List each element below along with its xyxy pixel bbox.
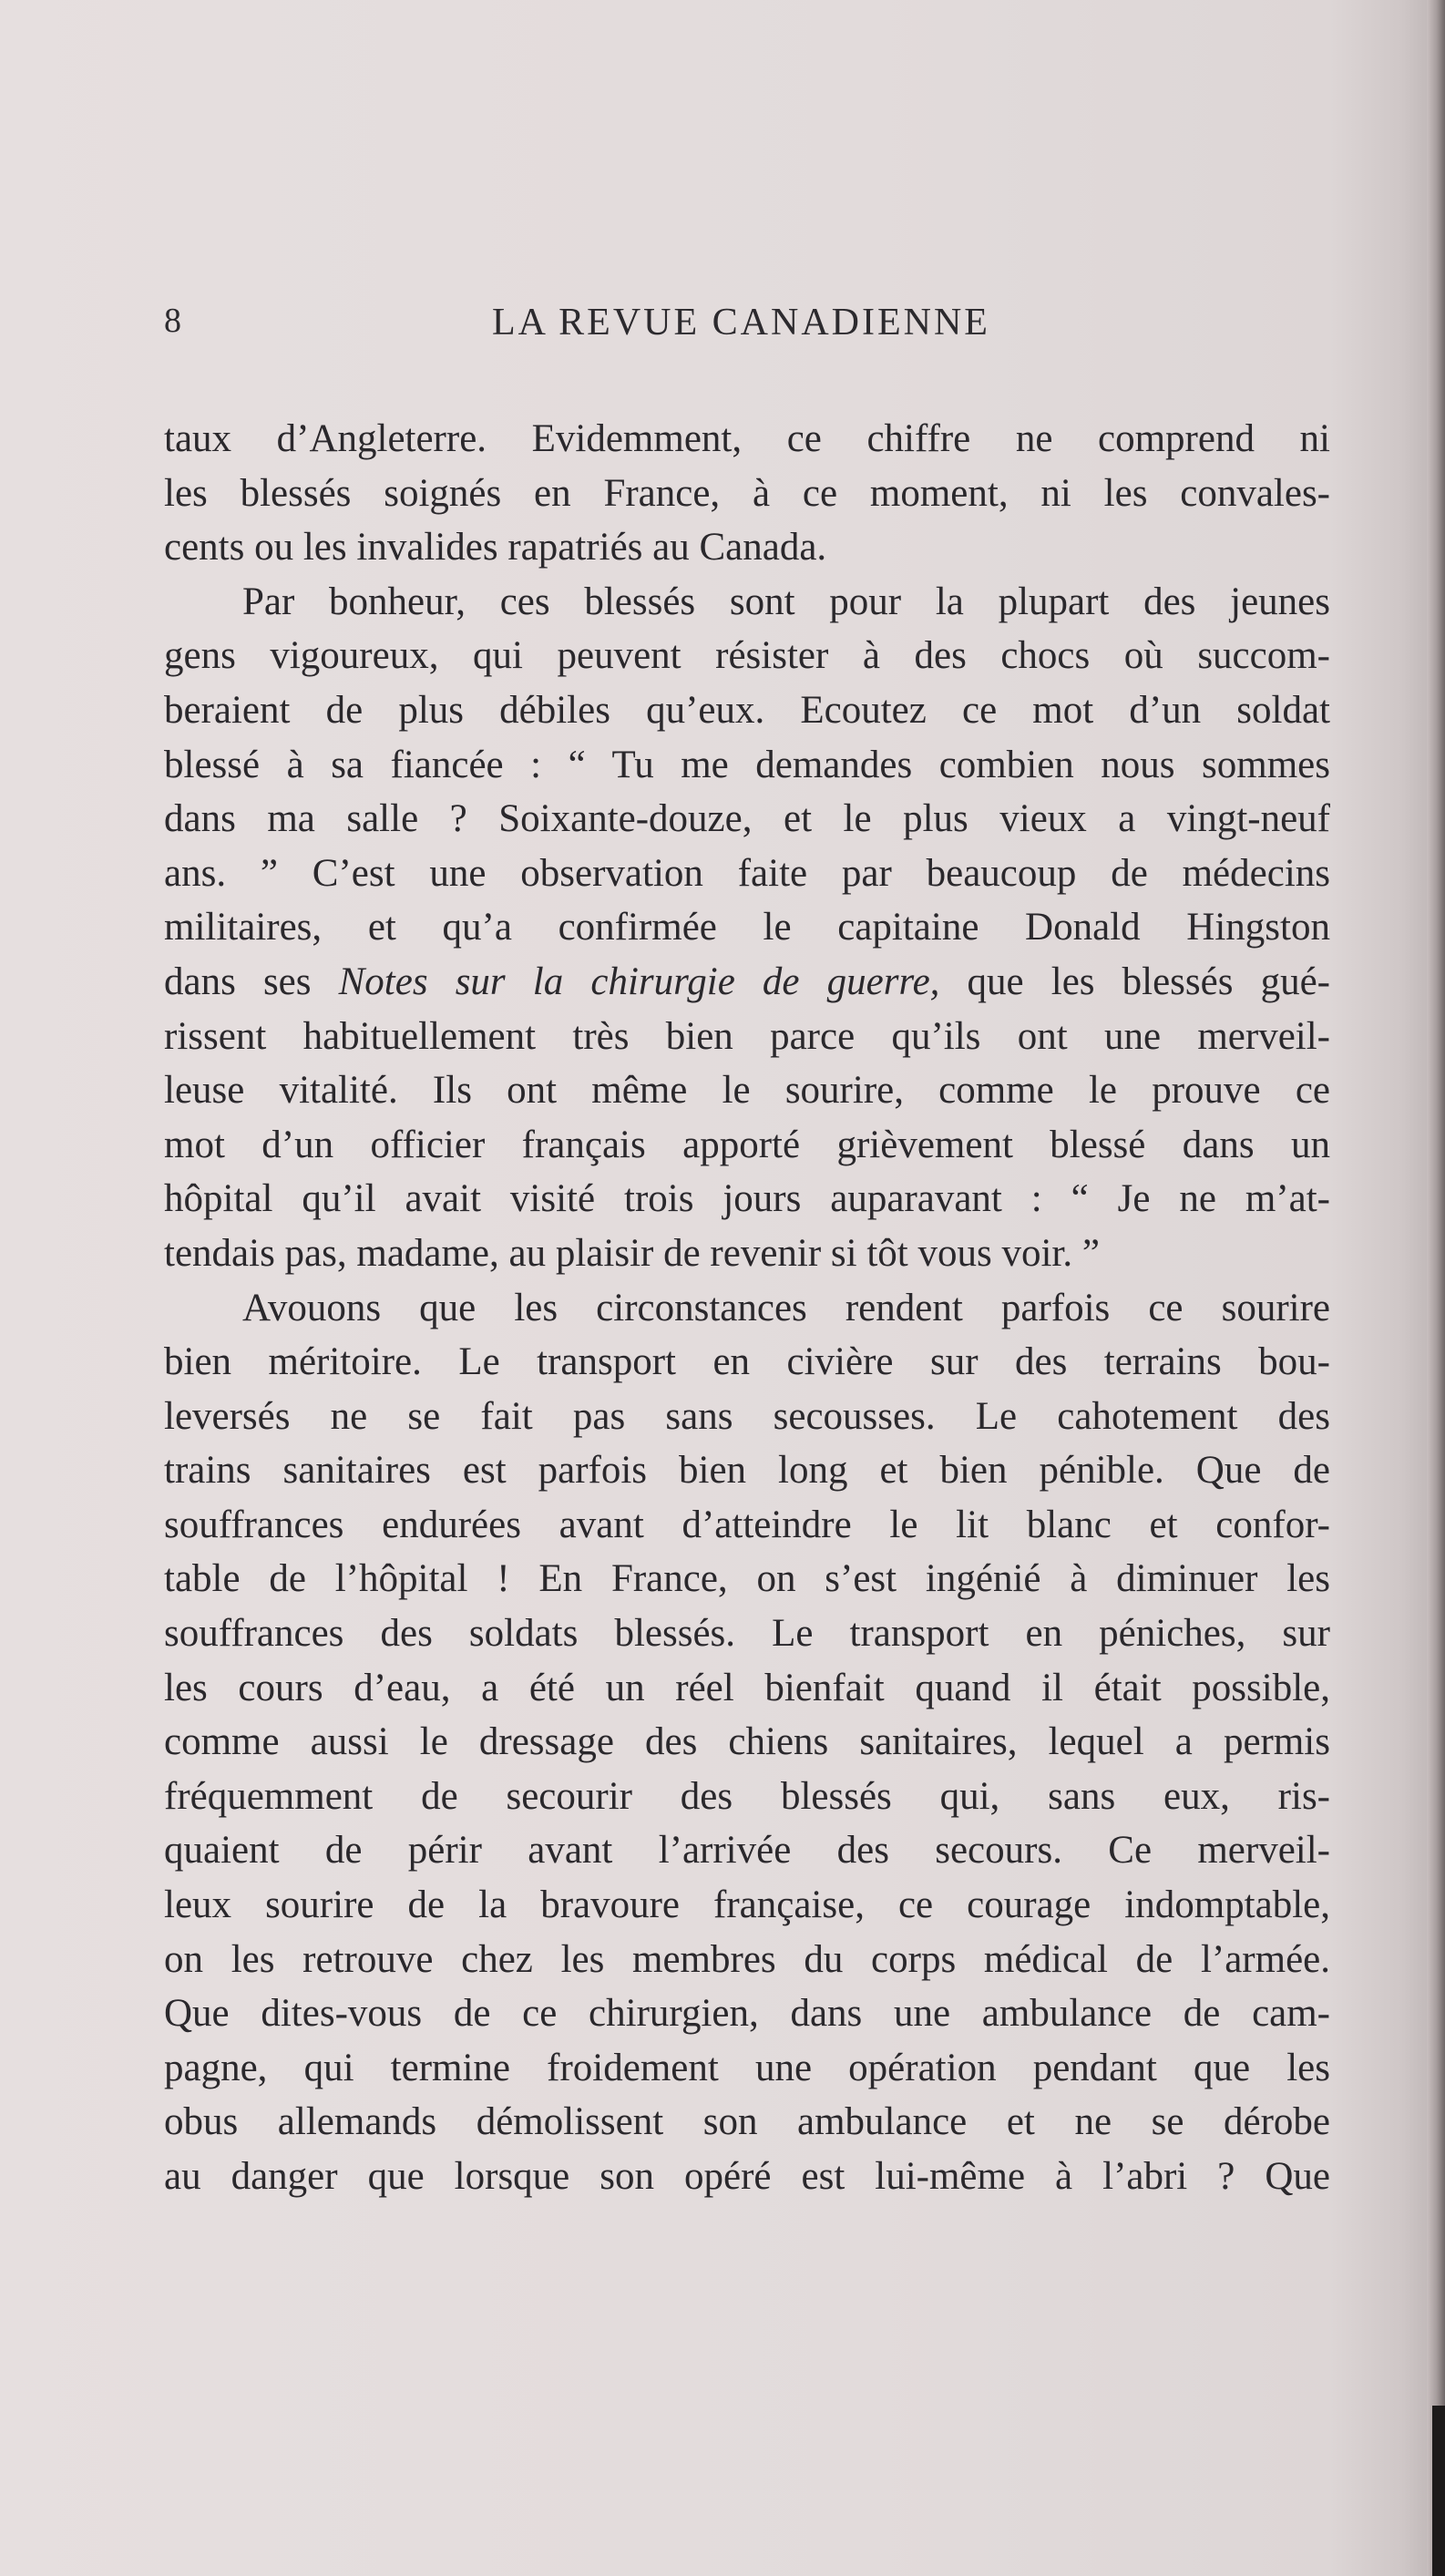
text-line: trains sanitaires est parfois bien long et bien pénible. Que de bbox=[164, 1449, 1330, 1493]
text-line: Avouons que les circonstances rendent parfois ce sourire bbox=[242, 1286, 1330, 1329]
text-line: cents ou les invalides rapatriés au Canada. bbox=[164, 526, 827, 570]
text-line: les blessés soignés en France, à ce moment, ni les convales- bbox=[164, 471, 1330, 515]
text-line: blessé à sa fiancée : “ Tu me demandes combien nous sommes bbox=[164, 743, 1330, 786]
text-line-with-italic-title: dans ses Notes sur la chirurgie de guerre, que les blessés gué- bbox=[164, 960, 1330, 1003]
text-line: Que dites-vous de ce chirurgien, dans une ambulance de cam- bbox=[164, 1992, 1330, 2036]
text-line: hôpital qu’il avait visité trois jours auparavant : “ Je ne m’at- bbox=[164, 1177, 1330, 1221]
italic-title: Notes sur la chirurgie de guerre, bbox=[338, 960, 940, 1003]
text-line: souffrances endurées avant d’atteindre le lit blanc et confor- bbox=[164, 1503, 1330, 1546]
text-line: mot d’un officier français apporté grièvement blessé dans un bbox=[164, 1123, 1330, 1166]
page-number: 8 bbox=[164, 302, 181, 340]
text-line: leuse vitalité. Ils ont même le sourire, comme le prouve ce bbox=[164, 1069, 1330, 1113]
text-line: au danger que lorsque son opéré est lui-même à l’abri ? Que bbox=[164, 2155, 1330, 2198]
text-line: obus allemands démolissent son ambulance et ne se dérobe bbox=[164, 2100, 1330, 2144]
text-line: bien méritoire. Le transport en civière sur des terrains bou- bbox=[164, 1340, 1330, 1384]
binding-edge bbox=[1432, 2406, 1445, 2576]
text-line: fréquemment de secourir des blessés qui, sans eux, ris- bbox=[164, 1774, 1330, 1818]
running-title: LA REVUE CANADIENNE bbox=[492, 302, 990, 344]
text-line: pagne, qui termine froidement une opération pendant que les bbox=[164, 2046, 1330, 2089]
text-line: table de l’hôpital ! En France, on s’est ingénié à diminuer les bbox=[164, 1557, 1330, 1601]
text-line: ans. ” C’est une observation faite par beaucoup de médecins bbox=[164, 851, 1330, 895]
text-line: les cours d’eau, a été un réel bienfait quand il était possible, bbox=[164, 1666, 1330, 1709]
text-line: tendais pas, madame, au plaisir de revenir si tôt vous voir. ” bbox=[164, 1231, 1100, 1275]
body-text bbox=[164, 412, 1330, 2204]
text-line: leversés ne se fait pas sans secousses. Le cahotement des bbox=[164, 1394, 1330, 1438]
text-line: militaires, et qu’a confirmée le capitaine Donald Hingston bbox=[164, 906, 1330, 949]
text-line: dans ma salle ? Soixante-douze, et le plus vieux a vingt-neuf bbox=[164, 797, 1330, 841]
text-line: souffrances des soldats blessés. Le transport en péniches, sur bbox=[164, 1612, 1330, 1656]
text-line: gens vigoureux, qui peuvent résister à des chocs où succom- bbox=[164, 634, 1330, 678]
text-line: leux sourire de la bravoure française, ce courage indomptable, bbox=[164, 1883, 1330, 1927]
text-line: quaient de périr avant l’arrivée des secours. Ce merveil- bbox=[164, 1829, 1330, 1873]
text-line: Par bonheur, ces blessés sont pour la plupart des jeunes bbox=[242, 580, 1330, 623]
page-header bbox=[164, 301, 1330, 355]
text-line: comme aussi le dressage des chiens sanitaires, lequel a permis bbox=[164, 1720, 1330, 1764]
text-line: beraient de plus débiles qu’eux. Ecoutez ce mot d’un soldat bbox=[164, 688, 1330, 732]
page-spine-shadow bbox=[1427, 0, 1445, 2576]
text-line: rissent habituellement très bien parce qu’ils ont une merveil- bbox=[164, 1014, 1330, 1058]
text-line: on les retrouve chez les membres du corps médical de l’armée. bbox=[164, 1937, 1330, 1981]
text-line: taux d’Angleterre. Evidemment, ce chiffre ne comprend ni bbox=[164, 417, 1330, 460]
